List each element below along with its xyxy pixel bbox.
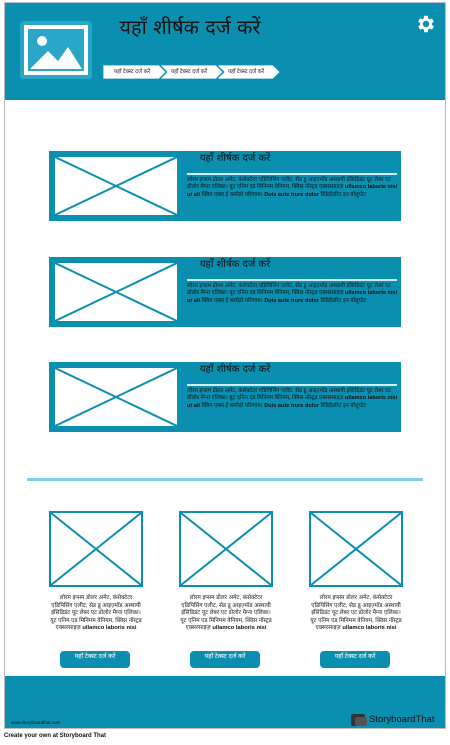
page-title[interactable]: यहाँ शीर्षक दर्ज करें xyxy=(119,15,261,39)
row-divider xyxy=(187,384,397,386)
image-placeholder[interactable] xyxy=(179,511,273,587)
card-1 xyxy=(49,511,143,660)
content-row-1 xyxy=(49,151,401,221)
breadcrumb-item-3[interactable] xyxy=(217,65,280,79)
card-body-text[interactable]: लोरम इप्सम डोलर अमेट, कंसेक्टेटर एडिपिसिंग एलीट, सेड डू आइज़्मॉड अस्थायी इंसिडिडंट यूट लेबर एट डोलोर मैग्ना एलिका। यूट एनिम एड मिनिमम वेनियम, क्विस नॉस्ट्रड एक्सरसाइज़ ullamco laboris nisi xyxy=(310,595,402,631)
image-placeholder-icon xyxy=(20,21,92,79)
storyboard-icon xyxy=(351,714,365,726)
content-row-2 xyxy=(49,257,401,327)
card-button[interactable]: यहाँ टेक्स्ट दर्ज करें xyxy=(190,651,260,668)
gear-icon[interactable] xyxy=(415,13,437,35)
section-divider xyxy=(27,478,423,481)
card-body-text[interactable]: लोरम इप्सम डोलर अमेट, कंसेक्टेटर एडिपिसिंग एलीट, सेड डू आइज़्मॉड अस्थायी इंसिडिडंट यूट लेबर एट डोलोर मैग्ना एलिका। यूट एनिम एड मिनिमम वेनियम, क्विस नॉस्ट्रड एक्सरसाइज़ ullamco laboris nisi xyxy=(180,595,272,631)
image-placeholder[interactable] xyxy=(53,366,179,428)
row-title[interactable]: यहाँ शीर्षक दर्ज करें xyxy=(199,259,271,270)
breadcrumb-label: यहाँ टेक्स्ट दर्ज करें xyxy=(170,69,208,75)
card-button[interactable]: यहाँ टेक्स्ट दर्ज करें xyxy=(320,651,390,668)
footer-url[interactable]: www.storyboardthat.com xyxy=(11,720,61,725)
breadcrumb-item-2[interactable] xyxy=(160,65,223,79)
create-your-own-link[interactable]: Create your own at Storyboard That xyxy=(4,733,107,739)
row-body-text[interactable]: लोरम इप्सम डोलर अमेट, कंसेक्टेटर एडिपिसिंग एलीट, सेड डू आइज़्मॉड अस्थायी इंसिडिडंट यूट लेबर एट डोलोर मैग्ना एलिका। यूट एनिम एड मिनिमम वेनियम, क्विस नॉस्ट्रड एक्सरसाइज़ ullamco laboris nisi ut ali क्विप एक्स ई कमोडो परिणाम। Duis aute irure dolor रिप्रिहेंडरिट इन वॉलुप्टेट xyxy=(187,177,398,198)
storyboardthat-logo[interactable] xyxy=(351,714,441,726)
row-title[interactable]: यहाँ शीर्षक दर्ज करें xyxy=(199,364,271,375)
image-placeholder[interactable] xyxy=(53,261,179,323)
content-row-3 xyxy=(49,362,401,432)
card-3 xyxy=(309,511,403,660)
card-2 xyxy=(179,511,273,660)
breadcrumb-label: यहाँ टेक्स्ट दर्ज करें xyxy=(113,69,151,75)
image-placeholder[interactable] xyxy=(309,511,403,587)
header-banner xyxy=(5,3,445,100)
image-placeholder[interactable] xyxy=(49,511,143,587)
row-divider xyxy=(187,279,397,281)
breadcrumb-label: यहाँ टेक्स्ट दर्ज करें xyxy=(227,69,265,75)
footer-banner xyxy=(5,676,445,729)
brand-name: StoryboardThat xyxy=(369,714,435,725)
breadcrumb-item-1[interactable] xyxy=(103,65,166,79)
row-body-text[interactable]: लोरम इप्सम डोलर अमेट, कंसेक्टेटर एडिपिसिंग एलीट, सेड डू आइज़्मॉड अस्थायी इंसिडिडंट यूट लेबर एट डोलोर मैग्ना एलिका। यूट एनिम एड मिनिमम वेनियम, क्विस नॉस्ट्रड एक्सरसाइज़ ullamco laboris nisi ut ali क्विप एक्स ई कमोडो परिणाम। Duis aute irure dolor रिप्रिहेंडरिट इन वॉलुप्टेट xyxy=(187,388,398,409)
breadcrumb xyxy=(103,65,274,79)
row-divider xyxy=(187,173,397,175)
card-body-text[interactable]: लोरम इप्सम डोलर अमेट, कंसेक्टेटर एडिपिसिंग एलीट, सेड डू आइज़्मॉड अस्थायी इंसिडिडंट यूट लेबर एट डोलोर मैग्ना एलिका। यूट एनिम एड मिनिमम वेनियम, क्विस नॉस्ट्रड एक्सरसाइज़ ullamco laboris nisi xyxy=(50,595,142,631)
card-button[interactable]: यहाँ टेक्स्ट दर्ज करें xyxy=(60,651,130,668)
row-body-text[interactable]: लोरम इप्सम डोलर अमेट, कंसेक्टेटर एडिपिसिंग एलीट, सेड डू आइज़्मॉड अस्थायी इंसिडिडंट यूट लेबर एट डोलोर मैग्ना एलिका। यूट एनिम एड मिनिमम वेनियम, क्विस नॉस्ट्रड एक्सरसाइज़ ullamco laboris nisi ut ali क्विप एक्स ई कमोडो परिणाम। Duis aute irure dolor रिप्रिहेंडरिट इन वॉलुप्टेट xyxy=(187,283,398,304)
storyboard-page xyxy=(4,2,446,729)
image-placeholder[interactable] xyxy=(53,155,179,217)
row-title[interactable]: यहाँ शीर्षक दर्ज करें xyxy=(199,153,271,164)
